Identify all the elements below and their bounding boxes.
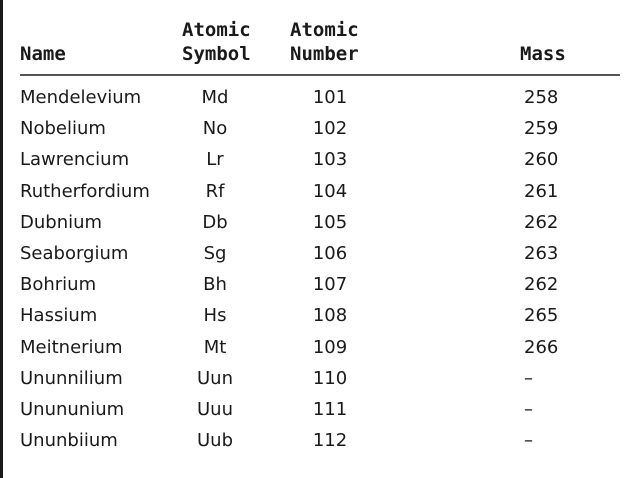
cell-atomic-number: 108 [312, 305, 348, 327]
cell-atomic-number: 104 [312, 180, 348, 202]
cell-atomic-number: 106 [312, 243, 348, 265]
cell-mass: – [524, 367, 533, 389]
header-symbol-line2: Symbol [182, 43, 251, 65]
cell-mass: 266 [524, 336, 559, 358]
cell-element-name: Hassium [20, 305, 98, 327]
cell-atomic-symbol: Uub [196, 430, 233, 452]
table-row [20, 176, 620, 207]
header-atomic-symbol [180, 18, 290, 75]
header-name-label: Name [20, 43, 66, 65]
cell-element-name: Ununnilium [20, 367, 123, 389]
table-row [20, 144, 620, 175]
table-body [20, 75, 620, 456]
table-row [20, 207, 620, 238]
header-name [20, 18, 180, 75]
cell-mass: – [524, 398, 533, 420]
header-row [20, 18, 620, 75]
cell-atomic-symbol: Bh [203, 274, 227, 296]
cell-atomic-number: 112 [312, 430, 348, 452]
table-row [20, 238, 620, 269]
cell-mass: 262 [524, 211, 559, 233]
cell-atomic-number: 111 [312, 398, 348, 420]
cell-atomic-symbol: No [202, 118, 228, 140]
cell-atomic-symbol: Sg [203, 243, 227, 265]
header-number-line2: Number [290, 43, 359, 65]
cell-atomic-symbol: Lr [206, 149, 224, 171]
cell-atomic-symbol: Mt [203, 336, 227, 358]
cell-mass: 261 [524, 180, 559, 202]
header-number-line1: Atomic [290, 19, 359, 41]
cell-atomic-number: 103 [312, 149, 348, 171]
cell-element-name: Nobelium [20, 118, 106, 140]
cell-atomic-number: 109 [312, 336, 348, 358]
cell-atomic-symbol: Hs [203, 305, 227, 327]
cell-atomic-number: 107 [312, 274, 348, 296]
cell-element-name: Unununium [20, 398, 125, 420]
cell-mass: 262 [524, 274, 559, 296]
element-table [20, 18, 620, 456]
table-row [20, 75, 620, 113]
cell-mass: 259 [524, 118, 559, 140]
cell-element-name: Bohrium [20, 274, 97, 296]
cell-element-name: Rutherfordium [20, 180, 150, 202]
cell-atomic-number: 105 [312, 211, 348, 233]
header-mass-label: Mass [520, 43, 566, 65]
cell-mass: 263 [524, 243, 559, 265]
cell-mass: 260 [524, 149, 559, 171]
cell-atomic-number: 102 [312, 118, 348, 140]
table-row [20, 113, 620, 144]
table-row [20, 425, 620, 456]
cell-atomic-symbol: Uuu [197, 398, 233, 420]
cell-atomic-number: 101 [312, 87, 348, 109]
cell-atomic-symbol: Db [202, 211, 228, 233]
header-symbol-line1: Atomic [182, 19, 251, 41]
table-row [20, 332, 620, 363]
cell-atomic-number: 110 [312, 367, 348, 389]
element-table-container [20, 18, 620, 456]
cell-element-name: Mendelevium [20, 87, 142, 109]
cell-mass: 265 [524, 305, 559, 327]
header-mass [430, 18, 620, 75]
table-row [20, 300, 620, 331]
cell-mass: – [524, 430, 533, 452]
cell-element-name: Lawrencium [20, 149, 130, 171]
table-row [20, 363, 620, 394]
cell-element-name: Dubnium [20, 211, 103, 233]
cell-atomic-symbol: Rf [205, 180, 225, 202]
header-atomic-number [290, 18, 430, 75]
cell-mass: 258 [524, 87, 559, 109]
table-header [20, 18, 620, 75]
table-row [20, 269, 620, 300]
cell-element-name: Meitnerium [20, 336, 123, 358]
cell-atomic-symbol: Md [201, 87, 229, 109]
cell-atomic-symbol: Uun [197, 367, 233, 389]
cell-element-name: Seaborgium [20, 243, 129, 265]
page-left-border [0, 0, 3, 478]
table-row [20, 394, 620, 425]
cell-element-name: Ununbiium [20, 430, 118, 452]
